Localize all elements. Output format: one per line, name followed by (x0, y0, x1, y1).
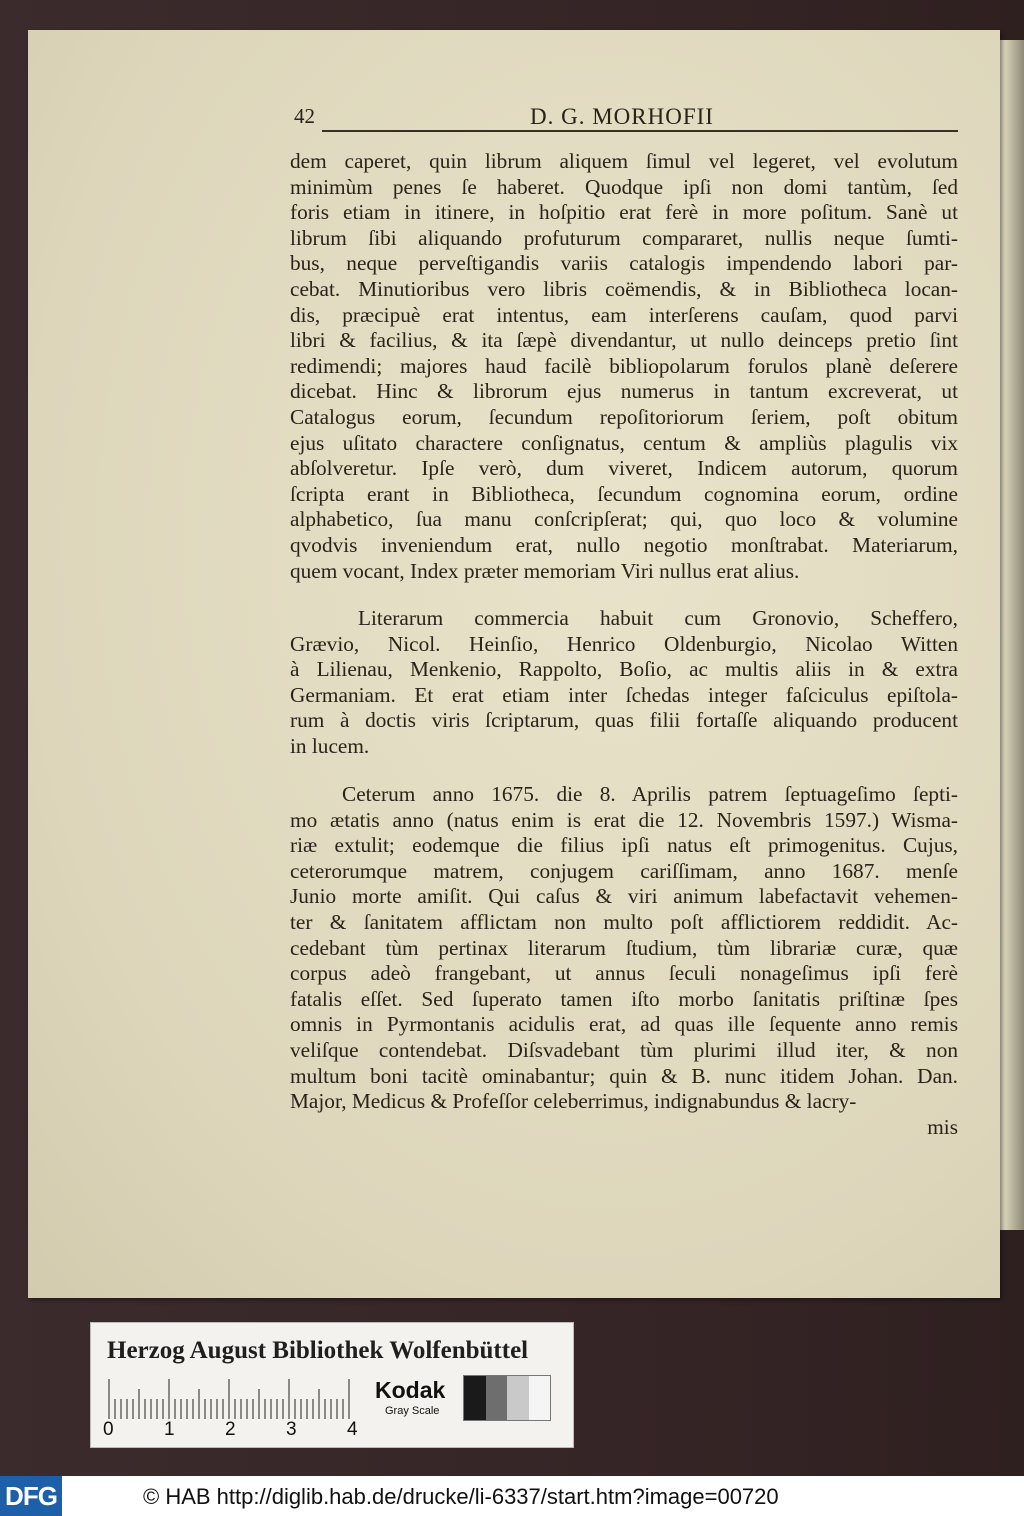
ruler (107, 1377, 353, 1419)
text-line: dicebat. Hinc & librorum ejus numerus in tantum excreverat, ut (290, 379, 958, 404)
text-line: ter & ſanitatem afflictam non multo poſt afflictiorem reddidit. Ac- (290, 909, 958, 934)
kodak-logo: Kodak (375, 1377, 446, 1403)
gray-patch (529, 1376, 551, 1420)
text-line: Grævio, Nicol. Heinſio, Henrico Oldenburgio, Nicolao Witten (290, 631, 958, 656)
gray-patch (464, 1376, 486, 1420)
text-line: veliſque contendebat. Diſsvadebant tùm plurimi illud iter, & non (290, 1037, 958, 1062)
gray-patch (486, 1376, 508, 1420)
ruler-numbers (103, 1419, 363, 1443)
text-line: alphabetico, ſua manu conſcripſerat; qui, quo loco & volumine (290, 507, 958, 532)
running-head (294, 104, 958, 138)
text-line: rum à doctis viris ſcriptarum, quas filii fortaſſe aliquando producent (290, 708, 958, 733)
text-line: foris etiam in itinere, in hoſpitio erat ferè in more poſitum. Sanè ut (290, 200, 958, 225)
text-line: Literarum commercia habuit cum Gronovio, Scheffero, (358, 606, 958, 630)
catchword: mis (927, 1114, 958, 1139)
text-line: ſcripta erant in Bibliotheca, ſecundum cognomina eorum, ordine (290, 481, 958, 506)
paragraph-2 (290, 606, 958, 760)
paragraph-3 (290, 782, 958, 1140)
text-line: minimùm penes ſe haberet. Quodque ipſi non domi tantùm, ſed (290, 174, 958, 199)
text-line: cebat. Minutioribus vero libris coëmendis, & in Bibliotheca locan- (290, 276, 958, 301)
text-line: à Lilienau, Menkenio, Rappolto, Boſio, ac multis aliis in & extra (290, 657, 958, 682)
text-line: Junio morte amiſit. Qui caſus & viri animum labefactavit vehemen- (290, 884, 958, 909)
gray-scale-label: Gray Scale (385, 1405, 440, 1417)
text-line: librum ſibi aliquando profuturum compararet, nullis neque ſumti- (290, 225, 958, 250)
ruler-number: 0 (103, 1419, 114, 1440)
text-line: dis, præcipuè erat intentus, eam interſerens cauſam, quod parvi (290, 302, 958, 327)
text-line: ceterorumque matrem, conjugem cariſſimam, anno 1687. menſe (290, 858, 958, 883)
ruler-number: 2 (225, 1419, 236, 1440)
text-line: qvodvis inveniendum erat, nullo negotio monſtrabat. Materiarum, (290, 532, 958, 557)
color-scale-card (90, 1322, 574, 1448)
text-line: corpus adeò frangebant, ut annus ſeculi nonageſimus ipſi ferè (290, 961, 958, 986)
text-line: redimendi; majores haud facilè bibliopolarum forulos planè deſerere (290, 353, 958, 378)
text-line: riæ extulit; eodemque die filius ipſi natus eſt primogenitus. Cujus, (290, 833, 958, 858)
ruler-number: 4 (347, 1419, 358, 1440)
text-line: bus, neque perveſtigandis variis catalogis impendendo labori par- (290, 251, 958, 276)
text-line: ejus uſitato charactere conſignatus, centum & ampliùs plagulis vix (290, 430, 958, 455)
text-line: Germaniam. Et erat etiam inter ſchedas integer faſciculus epiſtola- (290, 682, 958, 707)
copyright-link[interactable]: © HAB http://diglib.hab.de/drucke/li-6337/start.htm?image=00720 (143, 1484, 779, 1509)
page-number: 42 (294, 104, 315, 128)
dfg-logo[interactable]: DFG (0, 1476, 62, 1516)
text-line: fatalis eſſet. Sed ſuperato tamen iſto morbo ſanitatis priſtinæ ſpes (290, 986, 958, 1011)
text-line: abſolveretur. Ipſe verò, dum viveret, Indicem autorum, quorum (290, 456, 958, 481)
text-line: quem vocant, Index præter memoriam Viri nullus erat alius. (290, 558, 800, 583)
text-line: cedebant tùm pertinax literarum ſtudium, tùm librariæ curæ, quæ (290, 935, 958, 960)
gray-patch (507, 1376, 529, 1420)
ruler-ticks (107, 1377, 353, 1419)
library-name: Herzog August Bibliothek Wolfenbüttel (107, 1337, 529, 1364)
text-line: Catalogus eorum, ſecundum repoſitoriorum ſeriem, poſt obitum (290, 404, 958, 429)
text-line: Ceterum anno 1675. die 8. Aprilis patrem ſeptuageſimo ſepti- (342, 782, 958, 806)
text-line: in lucem. (290, 733, 370, 758)
text-line: dem caperet, quin librum aliquem ſimul vel legeret, vel evolutum (290, 149, 958, 173)
ruler-number: 3 (286, 1419, 297, 1440)
ruler-number: 1 (164, 1419, 175, 1440)
text-line: Major, Medicus & Profeſſor celeberrimus, indignabundus & lacry- (290, 1089, 857, 1114)
footer-bar (0, 1476, 1024, 1516)
text-line: multum boni tacitè ominabantur; quin & B. nunc itidem Johan. Dan. (290, 1063, 958, 1088)
running-title: D. G. MORHOFII (530, 104, 714, 129)
text-line: libri & facilius, & ita ſæpè divendantur, ut nullo deinceps pretio ſint (290, 328, 958, 353)
header-rule (322, 130, 958, 132)
paragraph-1 (290, 149, 958, 584)
text-line: omnis in Pyrmontanis acidulis erat, ad quas ille ſequente anno remis (290, 1012, 958, 1037)
gray-patches (463, 1375, 551, 1421)
text-line: mo ætatis anno (natus enim is erat die 12. Novembris 1597.) Wisma- (290, 807, 958, 832)
